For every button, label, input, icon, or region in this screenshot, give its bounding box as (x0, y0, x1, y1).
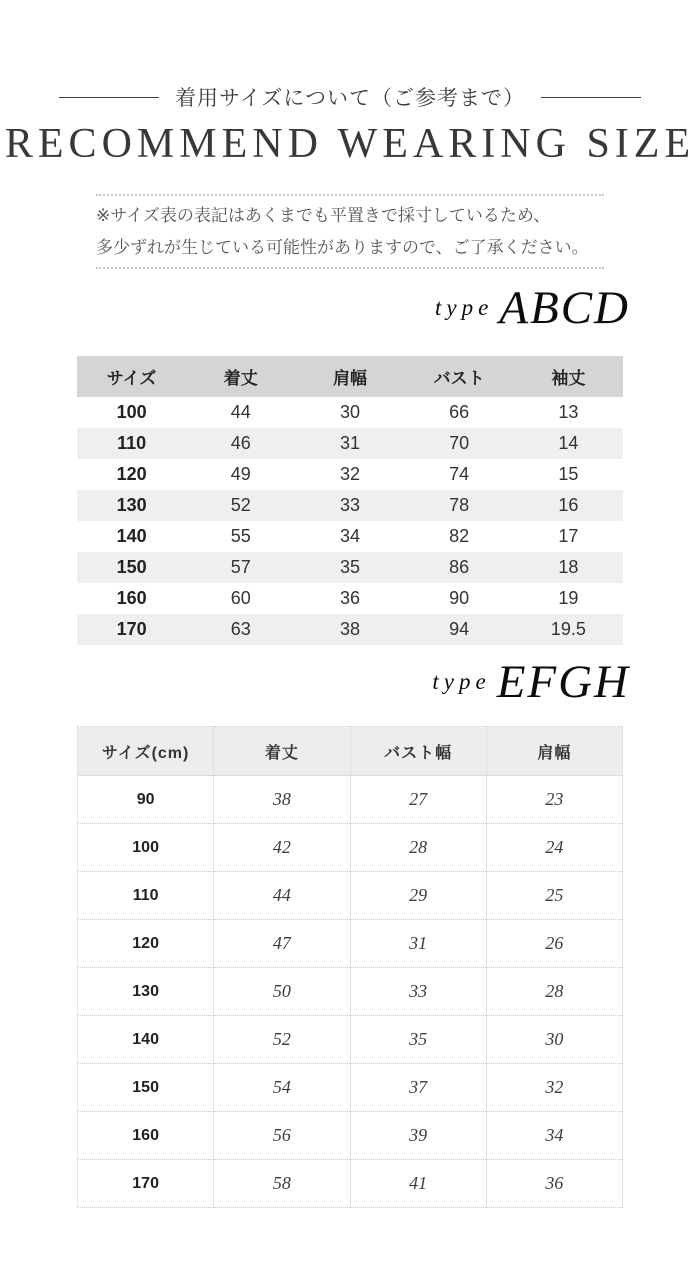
measurement-cell: 18 (558, 557, 579, 578)
size-cell: 100 (78, 824, 214, 872)
measurement-notice (96, 194, 604, 269)
table-row (77, 583, 623, 614)
measurement-cell: 28 (486, 968, 622, 1016)
measurement-cell: 14 (558, 433, 579, 454)
table-row (77, 490, 623, 521)
measurement-cell: 30 (339, 402, 360, 423)
measurement-cell: 49 (230, 464, 251, 485)
measurement-cell: 38 (214, 776, 350, 824)
measurement-cell: 15 (558, 464, 579, 485)
column-header: サイズ (77, 356, 186, 397)
measurement-cell: 16 (558, 495, 579, 516)
type-efgh-heading (0, 656, 700, 709)
measurement-cell: 44 (214, 872, 350, 920)
size-cell: 110 (78, 872, 214, 920)
measurement-cell: 52 (230, 495, 251, 516)
table-row (77, 428, 623, 459)
measurement-cell: 55 (230, 526, 251, 547)
type-efgh-label: type (432, 669, 491, 695)
measurement-cell: 37 (350, 1064, 486, 1112)
column-header: 肩幅 (295, 356, 404, 397)
header-subtitle: 着用サイズについて（ご参考まで） (175, 86, 525, 110)
measurement-cell: 94 (449, 619, 470, 640)
measurement-cell: 33 (350, 968, 486, 1016)
type-abcd-name: ABCD (499, 282, 630, 335)
table-row (77, 459, 623, 490)
measurement-cell: 41 (350, 1160, 486, 1208)
column-header: 着丈 (186, 356, 295, 397)
measurement-cell: 24 (486, 824, 622, 872)
measurement-cell: 66 (449, 402, 470, 423)
size-cell: 140 (116, 526, 147, 547)
size-cell: 160 (116, 588, 147, 609)
size-cell: 120 (78, 920, 214, 968)
measurement-cell: 39 (350, 1112, 486, 1160)
size-cell: 130 (78, 968, 214, 1016)
measurement-cell: 29 (350, 872, 486, 920)
measurement-cell: 33 (339, 495, 360, 516)
measurement-cell: 17 (558, 526, 579, 547)
size-cell: 90 (78, 776, 214, 824)
measurement-cell: 34 (486, 1112, 622, 1160)
size-cell: 170 (78, 1160, 214, 1208)
size-cell: 170 (116, 619, 147, 640)
measurement-cell: 57 (230, 557, 251, 578)
measurement-cell: 54 (214, 1064, 350, 1112)
measurement-cell: 63 (230, 619, 251, 640)
type-abcd-label: type (434, 295, 494, 321)
measurement-cell: 50 (214, 968, 350, 1016)
right-rule-line (541, 97, 641, 98)
size-cell: 120 (116, 464, 147, 485)
measurement-cell: 90 (449, 588, 470, 609)
column-header: 肩幅 (486, 727, 622, 776)
measurement-cell: 28 (350, 824, 486, 872)
measurement-cell: 46 (230, 433, 251, 454)
table-row (78, 776, 623, 824)
table-row (78, 872, 623, 920)
measurement-cell: 44 (230, 402, 251, 423)
measurement-cell: 25 (486, 872, 622, 920)
measurement-cell: 82 (449, 526, 470, 547)
size-table-abcd (77, 356, 623, 645)
size-cell: 100 (116, 402, 147, 423)
size-table-abcd-header-row (77, 356, 623, 397)
measurement-cell: 32 (339, 464, 360, 485)
table-row (77, 614, 623, 645)
measurement-cell: 78 (449, 495, 470, 516)
left-rule-line (59, 97, 159, 98)
measurement-cell: 36 (486, 1160, 622, 1208)
size-cell: 150 (116, 557, 147, 578)
table-row (78, 1160, 623, 1208)
measurement-cell: 23 (486, 776, 622, 824)
measurement-cell: 47 (214, 920, 350, 968)
table-row (77, 552, 623, 583)
size-table-efgh-header-row (78, 727, 623, 776)
header-subtitle-row (0, 82, 700, 112)
size-cell: 150 (78, 1064, 214, 1112)
measurement-cell: 52 (214, 1016, 350, 1064)
measurement-cell: 38 (339, 619, 360, 640)
measurement-cell: 26 (486, 920, 622, 968)
measurement-cell: 31 (339, 433, 360, 454)
measurement-cell: 70 (449, 433, 470, 454)
measurement-cell: 27 (350, 776, 486, 824)
measurement-cell: 19.5 (550, 619, 586, 640)
table-row (78, 1112, 623, 1160)
table-row (77, 521, 623, 552)
measurement-cell: 32 (486, 1064, 622, 1112)
notice-line-1: ※サイズ表の表記はあくまでも平置きで採寸しているため、 (96, 206, 551, 226)
size-cell: 130 (116, 495, 147, 516)
table-row (78, 968, 623, 1016)
measurement-cell: 36 (339, 588, 360, 609)
table-row (78, 1064, 623, 1112)
column-header: 袖丈 (514, 356, 623, 397)
measurement-cell: 35 (350, 1016, 486, 1064)
measurement-cell: 31 (350, 920, 486, 968)
measurement-cell: 19 (558, 588, 579, 609)
measurement-cell: 42 (214, 824, 350, 872)
size-cell: 110 (117, 433, 147, 454)
measurement-cell: 56 (214, 1112, 350, 1160)
measurement-cell: 30 (486, 1016, 622, 1064)
page-title: RECOMMEND WEARING SIZE (4, 121, 696, 167)
type-efgh-name: EFGH (496, 656, 630, 709)
size-table-efgh (77, 726, 623, 1208)
table-row (78, 824, 623, 872)
measurement-cell: 35 (339, 557, 360, 578)
type-abcd-heading (0, 282, 700, 335)
size-cell: 160 (78, 1112, 214, 1160)
column-header: 着丈 (214, 727, 350, 776)
measurement-cell: 13 (558, 402, 579, 423)
measurement-cell: 60 (230, 588, 251, 609)
table-row (77, 397, 623, 428)
table-row (78, 920, 623, 968)
column-header: サイズ(cm) (78, 727, 214, 776)
notice-line-2: 多少ずれが生じている可能性がありますので、ご了承ください。 (96, 237, 589, 257)
measurement-cell: 86 (449, 557, 470, 578)
measurement-cell: 34 (339, 526, 360, 547)
column-header: バスト (405, 356, 514, 397)
table-row (78, 1016, 623, 1064)
measurement-cell: 74 (449, 464, 470, 485)
column-header: バスト幅 (350, 727, 486, 776)
measurement-cell: 58 (214, 1160, 350, 1208)
size-cell: 140 (78, 1016, 214, 1064)
